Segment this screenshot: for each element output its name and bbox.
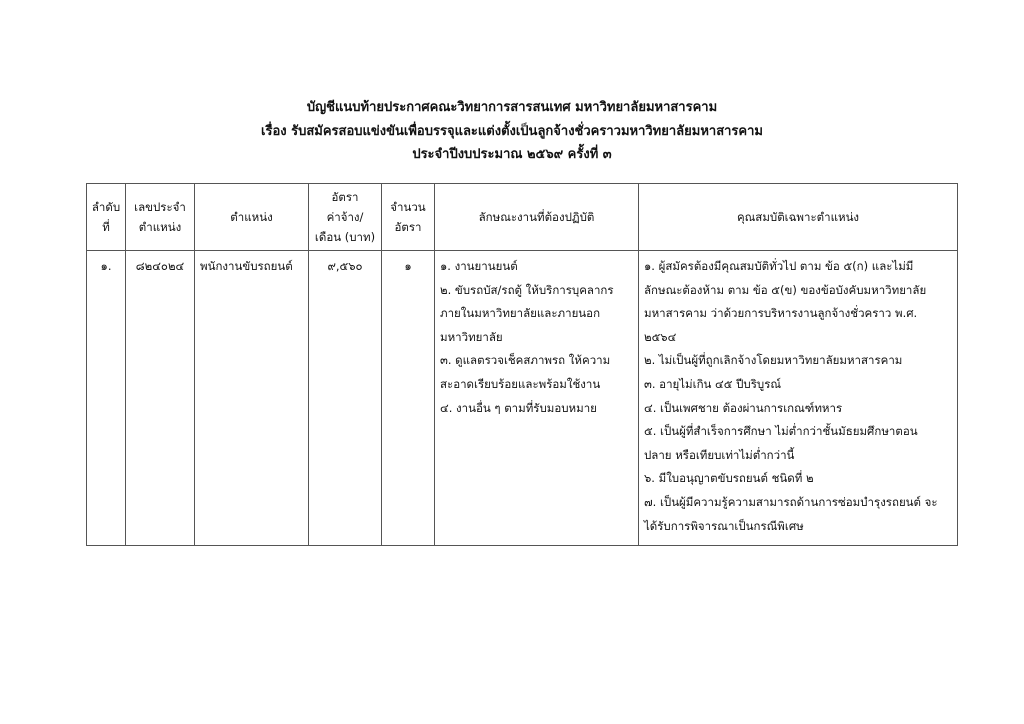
- header-salary-line: เดือน (บาท): [314, 230, 376, 244]
- positions-table: [86, 183, 958, 546]
- table-row: [87, 251, 958, 546]
- document-title-line-3: ประจำปีงบประมาณ ๒๕๖๙ ครั้งที่ ๓: [412, 147, 612, 162]
- duty-line: ภายในมหาวิทยาลัยและภายนอก: [440, 306, 601, 321]
- header-qualifications: คุณสมบัติเฉพาะตำแหน่ง: [639, 184, 958, 251]
- qualification-line: ๔. เป็นเพศชาย ต้องผ่านการเกณฑ์ทหาร: [644, 400, 843, 415]
- header-salary-line: อัตรา: [331, 190, 359, 204]
- qualification-line: ๓. อายุไม่เกิน ๔๕ ปีบริบูรณ์: [644, 376, 782, 391]
- header-count-line: อัตรา: [394, 220, 422, 234]
- order-value: ๑.: [100, 259, 112, 273]
- duty-line: ๑. งานยานยนต์: [440, 259, 518, 273]
- cell-salary: [309, 251, 382, 546]
- header-position-no-line: เลขประจำ: [134, 200, 186, 214]
- table-header-row: [87, 184, 958, 251]
- header-count: [382, 184, 435, 251]
- qualification-line: ๒๕๖๔: [644, 329, 677, 344]
- qualification-line: ๕. เป็นผู้ที่สำเร็จการศึกษา ไม่ต่ำกว่าชั้นมัธยมศึกษาตอน: [644, 424, 918, 439]
- qualification-line: ๖. มีใบอนุญาตขับรถยนต์ ชนิดที่ ๒: [644, 471, 814, 486]
- document-title-line-1: บัญชีแนบท้ายประกาศคณะวิทยาการสารสนเทศ มหาวิทยาลัยมหาสารคาม: [306, 100, 718, 115]
- cell-duties: [435, 251, 639, 546]
- position-no-value: ๘๒๔๐๒๔: [135, 259, 185, 273]
- qualification-line: ได้รับการพิจารณาเป็นกรณีพิเศษ: [644, 518, 804, 533]
- header-position-no: [126, 184, 195, 251]
- cell-position-no: [126, 251, 195, 546]
- duty-line: ๓. ดูแลตรวจเช็คสภาพรถ ให้ความ: [440, 353, 611, 368]
- qualification-line: ลักษณะต้องห้าม ตาม ข้อ ๕(ข) ของข้อบังคับมหาวิทยาลัย: [644, 282, 927, 297]
- document-title-line-2: เรื่อง รับสมัครสอบแข่งขันเพื่อบรรจุและแต่งตั้งเป็นลูกจ้างชั่วคราวมหาวิทยาลัยมหาสารคาม: [261, 124, 763, 139]
- qualification-line: ปลาย หรือเทียบเท่าไม่ต่ำกว่านี้: [644, 447, 795, 462]
- duty-line: มหาวิทยาลัย: [440, 329, 503, 344]
- header-order-line: ที่: [102, 220, 110, 234]
- header-duties: ลักษณะงานที่ต้องปฏิบัติ: [435, 184, 639, 251]
- qualification-line: ๒. ไม่เป็นผู้ที่ถูกเลิกจ้างโดยมหาวิทยาลัยมหาสารคาม: [644, 353, 903, 368]
- header-salary: [309, 184, 382, 251]
- header-position: ตำแหน่ง: [195, 184, 309, 251]
- header-order-line: ลำดับ: [91, 200, 121, 214]
- position-value: พนักงานขับรถยนต์: [200, 259, 293, 273]
- qualification-line: ๑. ผู้สมัครต้องมีคุณสมบัติทั่วไป ตาม ข้อ ๕(ก) และไม่มี: [644, 259, 914, 273]
- qualification-line: มหาสารคาม ว่าด้วยการบริหารงานลูกจ้างชั่วคราว พ.ศ.: [644, 306, 918, 321]
- header-salary-line: ค่าจ้าง/: [326, 210, 364, 224]
- salary-value: ๙,๕๖๐: [327, 259, 363, 273]
- duty-line: ๔. งานอื่น ๆ ตามที่รับมอบหมาย: [440, 400, 597, 415]
- cell-count: [382, 251, 435, 546]
- qualification-line: ๗. เป็นผู้มีความรู้ความสามารถด้านการซ่อมบำรุงรถยนต์ จะ: [644, 494, 938, 509]
- cell-position: [195, 251, 309, 546]
- count-value: ๑: [404, 259, 412, 273]
- duty-line: ๒. ขับรถบัส/รถตู้ ให้บริการบุคลากร: [440, 282, 614, 297]
- duty-line: สะอาดเรียบร้อยและพร้อมใช้งาน: [440, 376, 601, 391]
- cell-order: [87, 251, 126, 546]
- cell-qualifications: [639, 251, 958, 546]
- header-count-line: จำนวน: [390, 200, 426, 214]
- header-position-no-line: ตำแหน่ง: [138, 220, 182, 234]
- header-order: [87, 184, 126, 251]
